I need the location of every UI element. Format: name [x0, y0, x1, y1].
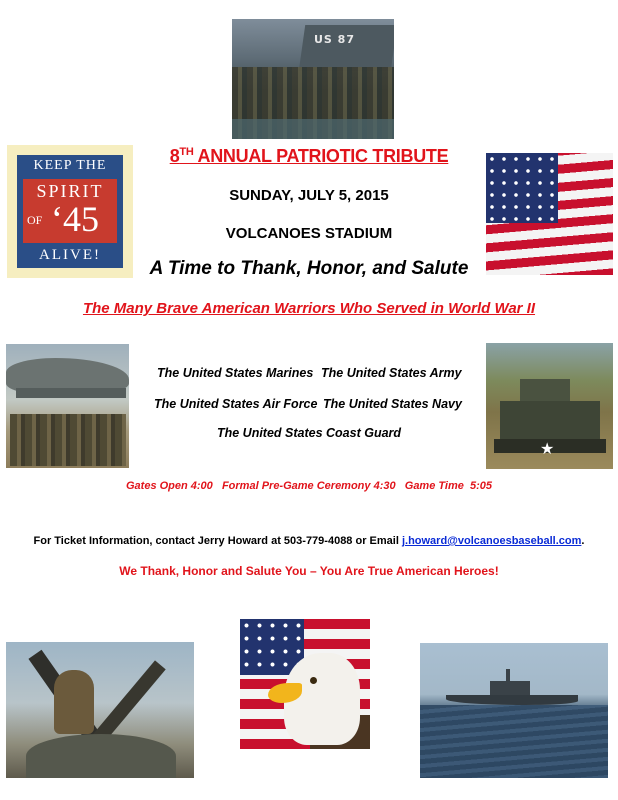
ocean-waves — [420, 705, 608, 778]
logo-line-1: KEEP THE — [33, 158, 107, 173]
logo-blue-panel — [17, 155, 123, 268]
star-icon: ★ — [540, 441, 555, 458]
logo-line-4: ALIVE! — [39, 247, 101, 263]
event-ordinal: 8 — [169, 146, 180, 166]
event-honorees: The Many Brave American Warriors Who Served in World War II — [82, 300, 536, 317]
ticket-info-end: . — [581, 535, 585, 547]
event-tagline: A Time to Thank, Honor, and Salute — [149, 258, 469, 279]
water — [232, 119, 394, 139]
ticket-info-text: For Ticket Information, contact Jerry Howard at 503-779-4088 or Email — [33, 535, 402, 547]
hull-number: US 87 — [314, 33, 355, 46]
bomber-crew-photo — [6, 344, 129, 468]
pilot-photo — [6, 642, 194, 778]
branch-marines: The United States Marines — [157, 366, 314, 380]
logo-line-3b: ‘45 — [51, 199, 99, 239]
event-venue: VOLCANOES STADIUM — [225, 225, 393, 242]
event-title — [0, 146, 618, 167]
event-ordinal-suffix: TH — [179, 146, 194, 158]
ticket-info — [0, 535, 618, 547]
ship-hull — [446, 695, 578, 705]
branch-navy: The United States Navy — [323, 397, 462, 411]
pilot-figure — [54, 670, 94, 734]
closing-message: We Thank, Honor and Salute You – You Are True American Heroes! — [119, 564, 499, 578]
landing-craft-photo — [232, 19, 394, 139]
landing-craft-hull — [299, 25, 394, 71]
logo-line-2: SPIRIT — [36, 181, 104, 201]
battleship-photo — [420, 643, 608, 778]
branch-coast-guard: The United States Coast Guard — [216, 426, 402, 440]
american-flag-photo — [486, 153, 613, 275]
event-date: SUNDAY, JULY 5, 2015 — [229, 187, 389, 204]
eagle-flag-photo — [240, 619, 370, 749]
branch-army: The United States Army — [321, 366, 462, 380]
bomber-wing — [16, 388, 126, 398]
ticket-email-link[interactable]: j.howard@volcanoesbaseball.com — [401, 535, 582, 547]
eagle-eye — [310, 677, 317, 684]
event-title-text: ANNUAL PATRIOTIC TRIBUTE — [193, 146, 449, 166]
tank-photo — [486, 343, 613, 469]
branch-air-force: The United States Air Force — [154, 397, 318, 411]
crew-group — [10, 414, 126, 466]
logo-line-3a: OF — [27, 213, 43, 227]
event-schedule: Gates Open 4:00 Formal Pre-Game Ceremony 4:30 Game Time 5:05 — [125, 480, 492, 492]
aircraft-engine — [26, 734, 176, 778]
